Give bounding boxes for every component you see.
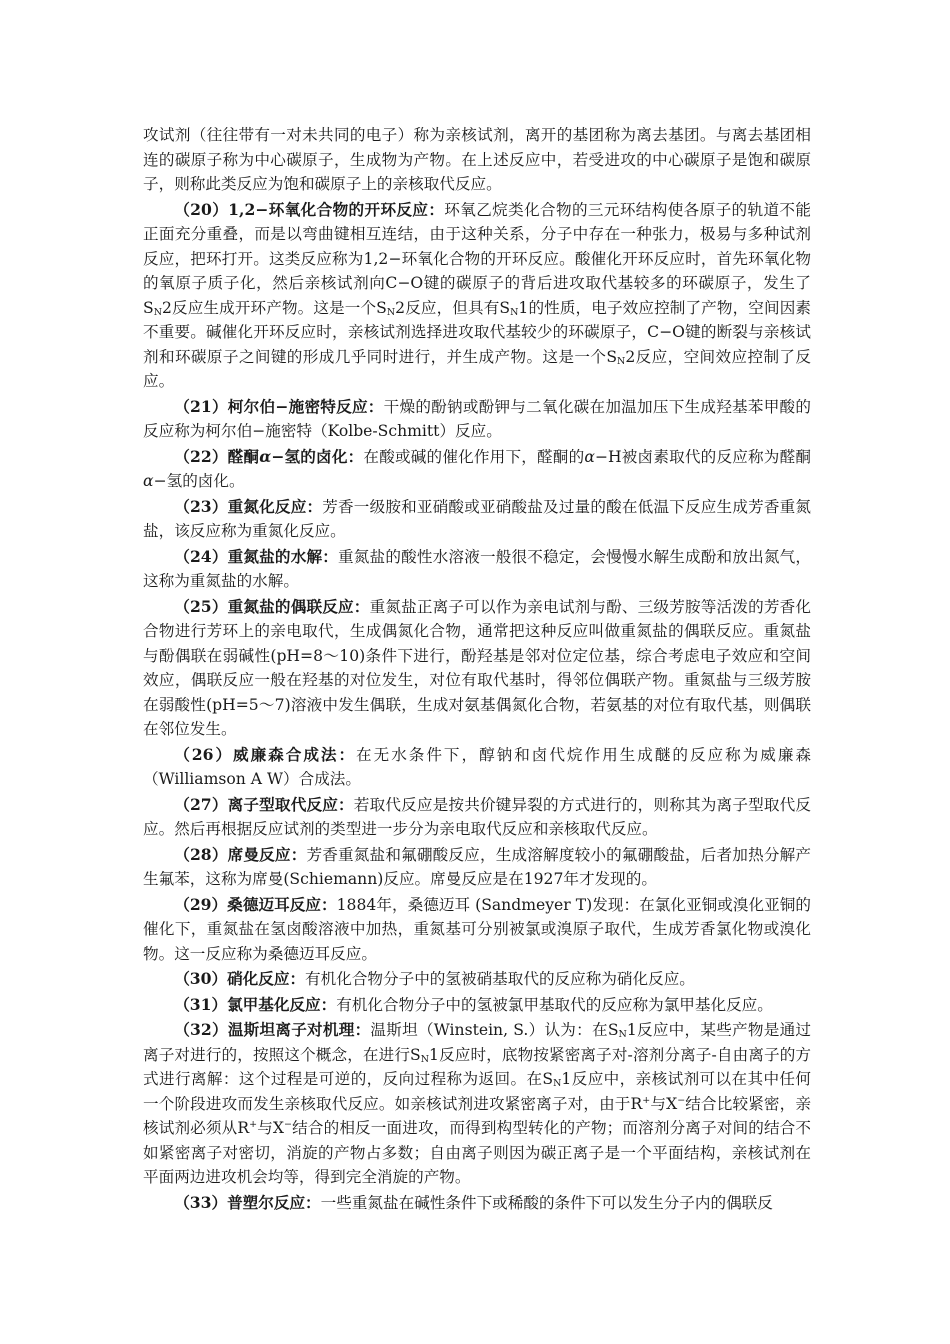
superscript-minus: − bbox=[284, 1119, 293, 1130]
subscript-n: N bbox=[386, 306, 396, 318]
paragraph-24 bbox=[143, 545, 811, 594]
paragraph-33 bbox=[143, 1191, 811, 1216]
subscript-n: N bbox=[618, 1029, 627, 1040]
paragraph-22 bbox=[143, 445, 811, 494]
paragraph-23-title: （23）重氮化反应： bbox=[174, 496, 323, 516]
paragraph-25 bbox=[143, 595, 811, 742]
alpha-symbol: α bbox=[259, 446, 272, 466]
paragraph-33-title: （33）普塑尔反应： bbox=[174, 1192, 321, 1212]
paragraph-20-title: （20）1,2−环氧化合物的开环反应： bbox=[174, 199, 445, 219]
paragraph-25-title: （25）重氮盐的偶联反应： bbox=[174, 596, 370, 616]
alpha-symbol: α bbox=[584, 447, 595, 466]
paragraph-26-title: （26）威廉森合成法： bbox=[174, 744, 357, 764]
paragraph-26-text: 在无水条件下，醇钠和卤代烷作用生成醚的反应称为威廉森（Williamson A W）合成法。 bbox=[143, 745, 811, 788]
subscript-n: N bbox=[510, 306, 519, 318]
paragraph-32-text-h: 结合的相反一面进攻，而得到构型转化的产物；而溶剂分离子对间的结合不如紧密离子对密切，消旋的产物占多数；自由离子则因为碳正离子是一个平面结构，亲核试剂在平面两边进攻机会均等，得到完全消旋的产物。 bbox=[143, 1119, 811, 1186]
paragraph-22-colon: ： bbox=[347, 446, 364, 466]
intro-paragraph bbox=[143, 123, 811, 197]
paragraph-32-text-c: 1反应时，底物按紧密离子对-溶剂分离子-自由离子的方式进行离解：这个过程是可逆的，反向过程称为返回。在S bbox=[143, 1045, 811, 1088]
paragraph-27 bbox=[143, 793, 811, 842]
paragraph-26 bbox=[143, 743, 811, 792]
intro-text: 攻试剂（往往带有一对未共同的电子）称为亲核试剂，离开的基团称为离去基团。与离去基团相连的碳原子称为中心碳原子，生成物为产物。在上述反应中，若受进攻的中心碳原子是饱和碳原子，则称此类反应为饱和碳原子上的亲核取代反应。 bbox=[143, 126, 811, 193]
paragraph-22-title-a: （22）醛酮 bbox=[174, 446, 260, 466]
subscript-n: N bbox=[153, 306, 162, 318]
superscript-plus: + bbox=[249, 1119, 258, 1130]
paragraph-20-text-b: 2反应生成开环产物。这是一个S bbox=[162, 298, 387, 317]
alpha-symbol: α bbox=[143, 472, 154, 490]
paragraph-20-text-c: 2反应，但具有S bbox=[395, 298, 511, 317]
paragraph-20-text-d: 1的性质，电子效应控制了产物，空间因素不重要。碱催化开环反应时，亲核试剂选择进攻取代基较少的环碳原子，C−O键的断裂与亲核试剂和环碳原子之间键的形成几乎同时进行，并生成产物。这是一个S bbox=[143, 298, 811, 366]
paragraph-30-title: （30）硝化反应： bbox=[174, 969, 306, 988]
paragraph-32-text-e: 与X bbox=[650, 1094, 678, 1113]
paragraph-23 bbox=[143, 495, 811, 544]
paragraph-30-text: 有机化合物分子中的氢被硝基取代的反应称为硝化反应。 bbox=[305, 970, 695, 988]
superscript-minus: − bbox=[677, 1094, 686, 1106]
paragraph-20 bbox=[143, 198, 811, 394]
paragraph-29-title: （29）桑德迈耳反应： bbox=[174, 894, 337, 914]
paragraph-29 bbox=[143, 893, 811, 967]
paragraph-32-text-d: 1反应中，亲核试剂可以在其中任何一个阶段进攻而发生亲核取代反应。如亲核试剂进攻紧密离子对，由于R bbox=[143, 1070, 811, 1113]
paragraph-27-title: （27）离子型取代反应： bbox=[174, 794, 354, 814]
paragraph-32-text-g: 与X bbox=[257, 1119, 285, 1137]
paragraph-25-text: 重氮盐正离子可以作为亲电试剂与酚、三级芳胺等活泼的芳香化合物进行芳环上的亲电取代，生成偶氮化合物，通常把这种反应叫做重氮盐的偶联反应。重氮盐与酚偶联在弱碱性(pH=8～10)条件下进行，酚羟基是邻对位定位基，综合考虑电子效应和空间效应，偶联反应一般在羟基的对位发生，对位有取代基时，得邻位偶联产物。重氮盐与三级芳胺在弱酸性(pH=5～7)溶液中发生偶联，生成对氨基偶氮化合物，若氨基的对位有取代基，则偶联在邻位发生。 bbox=[143, 597, 811, 738]
paragraph-28-title: （28）席曼反应： bbox=[174, 844, 307, 864]
paragraph-22-text-c: −氢的卤化。 bbox=[153, 472, 245, 490]
document-page bbox=[143, 123, 811, 1216]
paragraph-32 bbox=[143, 1018, 811, 1190]
paragraph-28-text: 芳香重氮盐和氟硼酸反应，生成溶解度较小的氟硼酸盐，后者加热分解产生氟苯，这称为席曼(Schiemann)反应。席曼反应是在1927年才发现的。 bbox=[143, 845, 811, 888]
paragraph-20-text-e: 2反应，空间效应控制了反应。 bbox=[143, 347, 811, 390]
paragraph-31 bbox=[143, 993, 811, 1018]
paragraph-20-text-a: 环氧乙烷类化合物的三元环结构使各原子的轨道不能正面充分重叠，而是以弯曲键相互连结，由于这种关系，分子中存在一种张力，极易与多种试剂反应，把环打开。这类反应称为1,2−环氧化合物的开环反应。酸催化开环反应时，首先环氧化物的氧原子质子化，然后亲核试剂向C−O键的碳原子的背后进攻取代基较多的环碳原子，发生了S bbox=[143, 200, 811, 317]
subscript-n: N bbox=[420, 1053, 430, 1065]
paragraph-31-text: 有机化合物分子中的氢被氯甲基取代的反应称为氯甲基化反应。 bbox=[336, 995, 773, 1014]
subscript-n: N bbox=[553, 1078, 562, 1089]
paragraph-21 bbox=[143, 395, 811, 444]
paragraph-32-title: （32）温斯坦离子对机理： bbox=[174, 1020, 371, 1039]
paragraph-22-title-b: −氢的卤化 bbox=[271, 446, 348, 466]
paragraph-32-text-f: 结合比较紧密，亲核试剂必须从R bbox=[143, 1094, 811, 1137]
superscript-plus: + bbox=[642, 1094, 651, 1106]
paragraph-31-title: （31）氯甲基化反应： bbox=[174, 994, 337, 1014]
paragraph-24-title: （24）重氮盐的水解： bbox=[174, 546, 339, 566]
paragraph-21-text: 干燥的酚钠或酚钾与二氧化碳在加温加压下生成羟基苯甲酸的反应称为柯尔伯−施密特（Kolbe-Schmitt）反应。 bbox=[143, 397, 811, 440]
subscript-n: N bbox=[617, 355, 626, 367]
paragraph-33-text: 一些重氮盐在碱性条件下或稀酸的条件下可以发生分子内的偶联反 bbox=[320, 1193, 773, 1212]
paragraph-29-text: 1884年，桑德迈耳 (Sandmeyer T)发现：在氯化亚铜或溴化亚铜的催化下，重氮盐在氢卤酸溶液中加热，重氮基可分别被氯或溴原子取代，生成芳香氯化物或溴化物。这一反应称为桑德迈耳反应。 bbox=[143, 895, 812, 963]
paragraph-30 bbox=[143, 967, 811, 992]
paragraph-23-text: 芳香一级胺和亚硝酸或亚硝酸盐及过量的酸在低温下反应生成芳香重氮盐，该反应称为重氮化反应。 bbox=[143, 497, 811, 540]
paragraph-22-text-b: −H被卤素取代的反应称为醛酮 bbox=[594, 447, 811, 466]
paragraph-27-text: 若取代反应是按共价键异裂的方式进行的，则称其为离子型取代反应。然后再根据反应试剂的类型进一步分为亲电取代反应和亲核取代反应。 bbox=[143, 795, 811, 838]
paragraph-32-text-b: 1反应中，某些产物是通过离子对进行的，按照这个概念，在进行S bbox=[143, 1021, 812, 1064]
paragraph-21-title: （21）柯尔伯−施密特反应： bbox=[174, 396, 384, 416]
paragraph-22-text-a: 在酸或碱的催化作用下，醛酮的 bbox=[363, 447, 585, 466]
paragraph-32-text-a: 温斯坦（Winstein, S.）认为：在S bbox=[370, 1021, 619, 1039]
paragraph-24-text: 重氮盐的酸性水溶液一般很不稳定，会慢慢水解生成酚和放出氮气，这称为重氮盐的水解。 bbox=[143, 547, 811, 590]
paragraph-28 bbox=[143, 843, 811, 892]
